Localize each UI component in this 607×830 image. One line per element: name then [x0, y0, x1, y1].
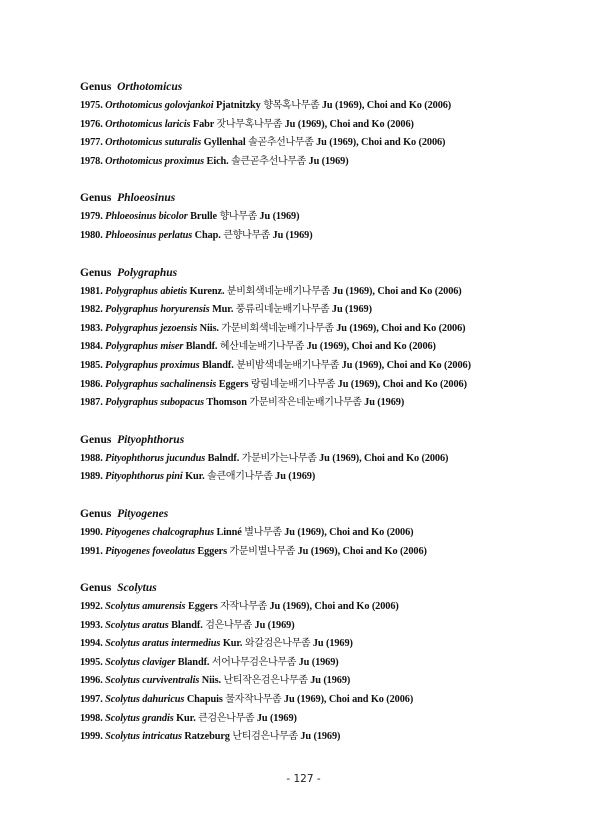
author-name: Niis. — [199, 322, 219, 334]
entry-number: 1979. — [80, 211, 103, 223]
entry-number: 1998. — [80, 712, 103, 724]
korean-name: 솔큰곧추선나무좀 — [231, 155, 307, 167]
genus-heading — [80, 579, 560, 597]
author-name: Ratzeburg — [184, 731, 230, 743]
entry-number: 1995. — [80, 656, 103, 668]
entry-number: 1999. — [80, 731, 103, 743]
references: Ju (1969) — [256, 712, 297, 724]
references: Ju (1969) — [310, 675, 351, 687]
author-name: Mur. — [212, 304, 234, 316]
author-name: Fabr — [192, 118, 215, 130]
scientific-name: Polygraphus horyurensis — [105, 304, 210, 316]
genus-name: Orthotomicus — [117, 81, 183, 93]
author-name: Blandf. — [171, 619, 203, 631]
entry-number: 1988. — [80, 452, 103, 464]
references: Ju (1969), Choi and Ko (2006) — [336, 322, 466, 334]
genus-heading — [80, 431, 560, 449]
scientific-name: Polygraphus subopacus — [105, 397, 205, 409]
korean-name: 와갈검은나무좀 — [244, 638, 311, 650]
genus-name: Pityogenes — [117, 507, 169, 520]
genus-section — [80, 264, 560, 413]
genus-section — [80, 78, 560, 171]
scientific-name: Polygraphus jezoensis — [105, 322, 198, 334]
scientific-name: Polygraphus proximus — [105, 359, 200, 371]
references: Ju (1969), Choi and Ko (2006) — [269, 601, 399, 613]
genus-name: Pityophthorus — [117, 433, 185, 446]
page-number: - 127 - — [286, 773, 321, 785]
korean-name: 난티검은나무좀 — [232, 731, 298, 743]
references: Ju (1969), Choi and Ko (2006) — [284, 118, 414, 130]
author-name: Gyllenhal — [203, 137, 246, 149]
author-name: Eggers — [197, 545, 228, 557]
author-name: Kurenz. — [189, 285, 225, 297]
entry-number: 1982. — [80, 304, 103, 316]
author-name: Niis. — [201, 675, 221, 687]
genus-label: Genus — [80, 582, 112, 595]
references: Ju (1969), Choi and Ko (2006) — [316, 137, 446, 149]
scientific-name: Phloeosinus bicolor — [105, 211, 188, 223]
author-name: Balndf. — [207, 452, 240, 464]
korean-name: 서어나무검은나무좀 — [211, 656, 297, 668]
genus-section — [80, 579, 560, 747]
korean-name: 난티작은검은나무좀 — [223, 675, 308, 687]
species-entry — [80, 227, 560, 246]
references: Ju (1969) — [259, 211, 300, 223]
author-name: Linné — [216, 526, 242, 538]
scientific-name: Phloeosinus perlatus — [105, 229, 193, 241]
references: Ju (1969) — [331, 304, 372, 316]
entry-number: 1976. — [80, 118, 103, 130]
entry-number: 1987. — [80, 397, 103, 409]
korean-name: 별나무좀 — [244, 526, 282, 538]
scientific-name: Orthotomicus golovjankoi — [105, 100, 214, 111]
genus-heading — [80, 264, 560, 282]
species-entry — [80, 97, 560, 116]
references: Ju (1969), Choi and Ko (2006) — [306, 341, 436, 353]
species-entry — [80, 524, 560, 543]
genus-label: Genus — [80, 507, 112, 520]
species-entry — [80, 691, 560, 710]
scientific-name: Scolytus grandis — [105, 712, 174, 724]
references: Ju (1969), Choi and Ko (2006) — [297, 545, 427, 557]
species-entry — [80, 357, 560, 376]
genus-label: Genus — [80, 433, 112, 446]
korean-name: 풍류리네눈배기나무좀 — [235, 304, 330, 316]
references: Ju (1969), Choi and Ko (2006) — [321, 100, 452, 111]
entry-number: 1986. — [80, 378, 103, 390]
genus-name: Polygraphus — [117, 266, 178, 279]
references: Ju (1969) — [275, 471, 316, 483]
entry-number: 1981. — [80, 285, 103, 297]
korean-name: 물자작나무좀 — [225, 694, 282, 706]
references: Ju (1969) — [298, 656, 339, 668]
korean-name: 향목혹나무좀 — [263, 100, 320, 111]
korean-name: 랑림네눈배기나무좀 — [250, 378, 336, 390]
author-name: Pjatnitzky — [215, 100, 261, 111]
author-name: Blandf. — [177, 656, 210, 668]
author-name: Blandf. — [185, 341, 218, 353]
scientific-name: Polygraphus sachalinensis — [105, 378, 217, 390]
references: Ju (1969) — [300, 731, 341, 743]
author-name: Eggers — [187, 601, 218, 613]
scientific-name: Orthotomicus laricis — [105, 118, 191, 130]
korean-name: 솔큰애기나무좀 — [207, 471, 273, 483]
references: Ju (1969), Choi and Ko (2006) — [341, 359, 471, 371]
species-entry — [80, 208, 560, 227]
author-name: Kur. — [185, 471, 205, 483]
references: Ju (1969) — [364, 397, 405, 409]
scientific-name: Orthotomicus proximus — [105, 155, 205, 167]
author-name: Chapuis — [186, 694, 223, 706]
references: Ju (1969) — [272, 229, 313, 241]
scientific-name: Polygraphus abietis — [105, 285, 188, 297]
species-entry — [80, 376, 560, 395]
genus-section — [80, 189, 560, 245]
genus-section — [80, 431, 560, 487]
species-entry — [80, 153, 560, 172]
korean-name: 큰향나무좀 — [223, 229, 271, 241]
species-entry — [80, 672, 560, 691]
species-entry — [80, 394, 560, 413]
korean-name: 분비회색네눈배기나무좀 — [226, 285, 330, 297]
korean-name: 잣나무혹나무좀 — [216, 118, 283, 130]
entry-number: 1990. — [80, 526, 103, 538]
genus-label: Genus — [80, 81, 112, 93]
species-entry — [80, 320, 560, 339]
entry-number: 1977. — [80, 137, 103, 149]
genus-heading — [80, 78, 560, 96]
scientific-name: Scolytus intricatus — [105, 731, 182, 743]
genus-name: Scolytus — [117, 582, 157, 595]
species-entry — [80, 116, 560, 135]
author-name: Chap. — [194, 229, 221, 241]
korean-name: 검은나무좀 — [205, 619, 253, 631]
entry-number: 1985. — [80, 359, 103, 371]
author-name: Blandf. — [202, 359, 234, 371]
entry-number: 1993. — [80, 619, 103, 631]
author-name: Kur. — [222, 638, 243, 650]
scientific-name: Pityogenes chalcographus — [105, 526, 215, 538]
species-entry — [80, 134, 560, 153]
entry-number: 1984. — [80, 341, 103, 353]
korean-name: 혜산네눈배기나무좀 — [219, 341, 305, 353]
entry-number: 1989. — [80, 471, 103, 483]
species-entry — [80, 728, 560, 747]
species-entry — [80, 450, 560, 469]
species-entry — [80, 710, 560, 729]
entry-number: 1997. — [80, 694, 103, 706]
species-entry — [80, 598, 560, 617]
species-entry — [80, 654, 560, 673]
genus-label: Genus — [80, 192, 112, 205]
scientific-name: Scolytus aratus intermedius — [105, 638, 221, 650]
entry-number: 1983. — [80, 322, 103, 334]
references: Ju (1969), Choi and Ko (2006) — [283, 694, 414, 706]
entry-number: 1992. — [80, 601, 103, 613]
korean-name: 가문비가는나무좀 — [241, 452, 317, 464]
korean-name: 향나무좀 — [219, 211, 257, 223]
references: Ju (1969), Choi and Ko (2006) — [332, 285, 462, 297]
entry-number: 1978. — [80, 155, 103, 167]
references: Ju (1969) — [312, 638, 353, 650]
genus-heading — [80, 189, 560, 207]
references: Ju (1969) — [254, 619, 295, 631]
references: Ju (1969), Choi and Ko (2006) — [319, 452, 449, 464]
author-name: Thomson — [206, 397, 247, 409]
entry-number: 1996. — [80, 675, 103, 687]
references: Ju (1969), Choi and Ko (2006) — [337, 378, 467, 390]
entry-number: 1991. — [80, 545, 103, 557]
scientific-name: Scolytus amurensis — [105, 601, 186, 613]
references: Ju (1969), Choi and Ko (2006) — [284, 526, 414, 538]
korean-name: 솔곧추선나무좀 — [248, 137, 314, 149]
species-entry — [80, 283, 560, 302]
author-name: Eich. — [206, 155, 229, 167]
scientific-name: Pityophthorus jucundus — [105, 452, 206, 464]
species-entry — [80, 301, 560, 320]
genus-label: Genus — [80, 266, 112, 279]
species-entry — [80, 338, 560, 357]
scientific-name: Pityogenes foveolatus — [105, 545, 195, 557]
references: Ju (1969) — [308, 155, 349, 167]
scientific-name: Orthotomicus suturalis — [105, 137, 202, 149]
korean-name: 가문비회색네눈배기나무좀 — [221, 322, 334, 334]
entry-number: 1994. — [80, 638, 103, 650]
korean-name: 가문비작은네눈배기나무좀 — [249, 397, 362, 409]
genus-section — [80, 505, 560, 561]
scientific-name: Pityophthorus pini — [105, 471, 183, 483]
author-name: Brulle — [190, 211, 217, 223]
scientific-name: Scolytus aratus — [105, 619, 169, 631]
scientific-name: Scolytus curviventralis — [105, 675, 200, 687]
species-list — [80, 78, 560, 765]
scientific-name: Scolytus claviger — [105, 656, 176, 668]
entry-number: 1980. — [80, 229, 103, 241]
scientific-name: Scolytus dahuricus — [105, 694, 185, 706]
author-name: Eggers — [218, 378, 249, 390]
scientific-name: Polygraphus miser — [105, 341, 184, 353]
species-entry — [80, 468, 560, 487]
korean-name: 가문비별나무좀 — [229, 545, 296, 557]
korean-name: 자작나무좀 — [220, 601, 267, 613]
species-entry — [80, 617, 560, 636]
species-entry — [80, 635, 560, 654]
genus-name: Phloeosinus — [117, 192, 176, 205]
entry-number: 1975. — [80, 100, 103, 111]
species-entry — [80, 543, 560, 562]
author-name: Kur. — [176, 712, 196, 724]
genus-heading — [80, 505, 560, 523]
korean-name: 분비밤색네눈배기나무좀 — [236, 359, 340, 371]
korean-name: 큰검은나무좀 — [198, 712, 255, 724]
